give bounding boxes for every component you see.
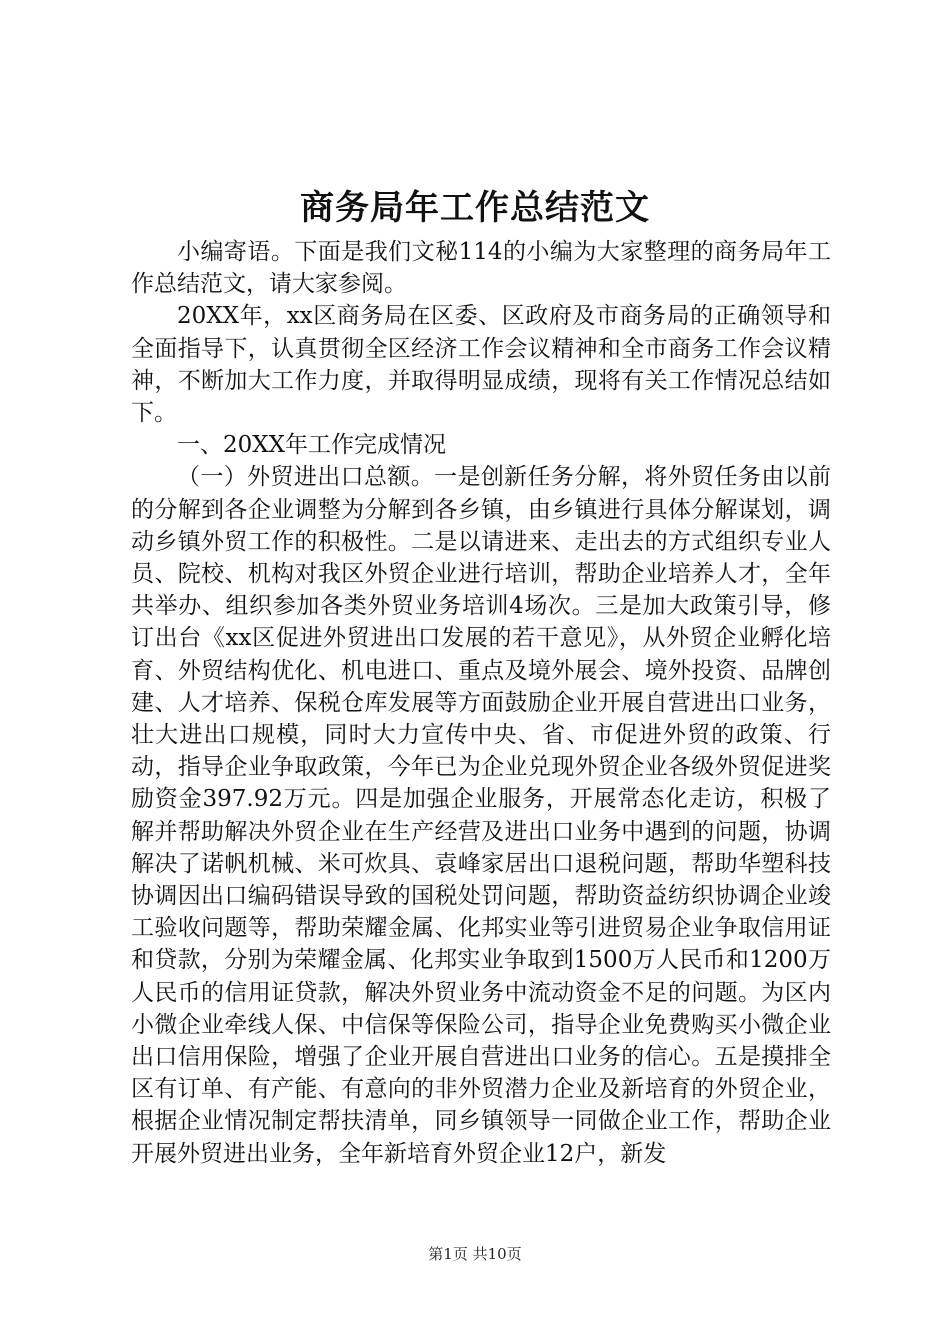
document-body bbox=[131, 236, 831, 1170]
page-footer: 第1页 共10页 bbox=[428, 1245, 522, 1263]
intro-paragraph: 小编寄语。下面是我们文秘114的小编为大家整理的商务局年工作总结范文，请大家参阅。 bbox=[131, 239, 831, 298]
section-body-paragraph: （一）外贸进出口总额。一是创新任务分解，将外贸任务由以前的分解到各企业调整为分解到各乡镇，由乡镇进行具体分解谋划，调动乡镇外贸工作的积极性。二是以请进来、走出去的方式组织专业人员、院校、机构对我区外贸企业进行培训，帮助企业培养人才，全年共举办、组织参加各类外贸业务培训4场次。三是加大政策引导，修订出台《xx区促进外贸进出口发展的若干意见》，从外贸企业孵化培育、外贸结构优化、机电进口、重点及境外展会、境外投资、品牌创建、人才培养、保税仓库发展等方面鼓励企业开展自营进出口业务，壮大进出口规模，同时大力宣传中央、省、市促进外贸的政策、行动，指导企业争取政策，今年已为企业兑现外贸企业各级外贸促进奖励资金397.92万元。四是加强企业服务，开展常态化走访，积极了解并帮助解决外贸企业在生产经营及进出口业务中遇到的问题，协调解决了诺帆机械、米可炊具、袁峰家居出口退税问题，帮助华塑科技协调因出口编码错误导致的国税处罚问题，帮助资益纺织协调企业竣工验收问题等，帮助荣耀金属、化邦实业等引进贸易企业争取信用证和贷款，分别为荣耀金属、化邦实业争取到1500万人民币和1200万人民币的信用证贷款，解决外贸业务中流动资金不足的问题。为区内小微企业牵线人保、中信保等保险公司，指导企业免费购买小微企业出口信用保险，增强了企业开展自营进出口业务的信心。五是摸排全区有订单、有产能、有意向的非外贸潜力企业及新培育的外贸企业，根据企业情况制定帮扶清单，同乡镇领导一同做企业工作，帮助企业开展外贸进出业务，全年新培育外贸企业12户，新发 bbox=[131, 464, 831, 1167]
section-heading: 一、20XX年工作完成情况 bbox=[177, 432, 447, 459]
document-title: 商务局年工作总结范文 bbox=[300, 188, 650, 228]
overview-paragraph: 20XX年，xx区商务局在区委、区政府及市商务局的正确领导和全面指导下，认真贯彻全区经济工作会议精神和全市商务工作会议精神，不断加大工作力度，并取得明显成绩，现将有关工作情况总结如下。 bbox=[131, 303, 831, 427]
